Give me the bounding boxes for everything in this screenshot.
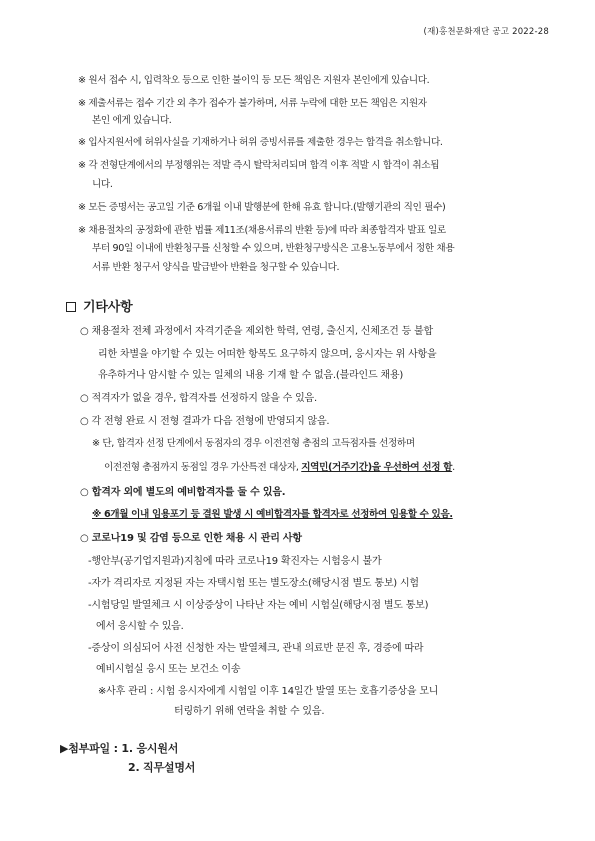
- notice-number: (재)홍천문화재단 공고 2022-28: [423, 27, 549, 37]
- note-line: ※ 제출서류는 접수 기간 외 추가 접수가 불가하며, 서류 누락에 대한 모든 책임은 지원자: [78, 98, 427, 109]
- section-heading: [66, 296, 132, 315]
- covid-detail-line: 예비시험실 응시 또는 보건소 이송: [96, 664, 241, 675]
- covid-detail-line: -증상이 의심되어 사전 신청한 자는 발열체크, 관내 의료반 문진 후, 경증에 따라: [88, 643, 424, 654]
- item-note-line: [104, 459, 455, 473]
- attachments-label: ▶첨부파일 : 1. 응시원서: [60, 742, 179, 755]
- note-line: ※ 원서 접수 시, 입력착오 등으로 인한 불이익 등 모든 책임은 지원자 본인에게 있습니다.: [78, 75, 430, 86]
- note-line: 본인 에게 있습니다.: [92, 115, 172, 126]
- item-line: ○ 적격자가 없을 경우, 합격자를 선정하지 않을 수 있음.: [80, 393, 317, 404]
- note-line: 니다.: [92, 179, 113, 190]
- covid-detail-line: 터링하기 위해 연락을 취할 수 있음.: [174, 706, 325, 717]
- covid-detail-line: -행안부(공기업지원과)지침에 따라 코로나19 확진자는 시험응시 불가: [88, 556, 382, 567]
- item-line: ○ 각 전형 완료 시 전형 결과가 다음 전형에 반영되지 않음.: [80, 416, 330, 427]
- covid-detail-line: ※사후 관리 : 시험 응시자에게 시험일 이후 14일간 발열 또는 호흡기증상을 모니: [98, 686, 439, 697]
- note-line: 부터 90일 이내에 반환청구를 신청할 수 있으며, 반환청구방식은 고용노동부에서 정한 채용: [92, 243, 455, 254]
- item-note-line: ※ 6개월 이내 임용포기 등 결원 발생 시 예비합격자를 합격자로 선정하여 임용할 수 있음.: [92, 509, 453, 520]
- checkbox-square-icon: [66, 302, 76, 312]
- item-line: ○ 코로나19 및 감염 등으로 인한 채용 시 관리 사항: [80, 533, 302, 544]
- item-line: 리한 차별을 야기할 수 있는 어떠한 항목도 요구하지 않으며, 응시자는 위 사항을: [98, 349, 437, 360]
- note-line: ※ 각 전형단계에서의 부정행위는 적발 즉시 탈락처리되며 합격 이후 적발 시 합격이 취소됩: [78, 160, 440, 171]
- note-line: ※ 모든 증명서는 공고일 기준 6개월 이내 발행분에 한해 유효 합니다.(발행기관의 직인 필수): [78, 202, 446, 213]
- note-text: .: [452, 462, 455, 473]
- attachment-item: 2. 직무설명서: [128, 761, 196, 774]
- covid-detail-line: -자가 격리자로 지정된 자는 자택시험 또는 별도장소(해당시점 별도 통보) 시험: [88, 578, 419, 589]
- note-text: 이전전형 총점까지 동점일 경우 가산특전 대상자,: [104, 462, 302, 473]
- note-line: 서류 반환 청구서 양식을 발급받아 반환을 청구할 수 있습니다.: [92, 262, 340, 273]
- note-line: ※ 입사지원서에 허위사실을 기재하거나 허위 증빙서류를 제출한 경우는 합격을 취소합니다.: [78, 137, 443, 148]
- covid-detail-line: 에서 응시할 수 있음.: [96, 621, 184, 632]
- item-line: ○ 합격자 외에 별도의 예비합격자를 둘 수 있음.: [80, 487, 286, 498]
- note-line: ※ 채용절차의 공정화에 관한 법률 제11조(채용서류의 반환 등)에 따라 최종합격자 발표 일로: [78, 225, 446, 236]
- item-line: 유추하거나 암시할 수 있는 일체의 내용 기재 할 수 없음.(블라인드 채용): [98, 370, 404, 381]
- emphasis-text: 지역민(거주기간)을 우선하여 선정 함: [301, 462, 453, 473]
- section-title: 기타사항: [83, 300, 133, 315]
- covid-detail-line: -시험당일 발열체크 시 이상증상이 나타난 자는 예비 시험실(해당시점 별도 통보): [88, 600, 429, 611]
- item-line: ○ 채용절차 전체 과정에서 자격기준을 제외한 학력, 연령, 출신지, 신체조건 등 불합: [80, 326, 433, 337]
- item-note-line: ※ 단, 합격자 선정 단계에서 동점자의 경우 이전전형 총점의 고득점자를 선정하며: [92, 438, 415, 449]
